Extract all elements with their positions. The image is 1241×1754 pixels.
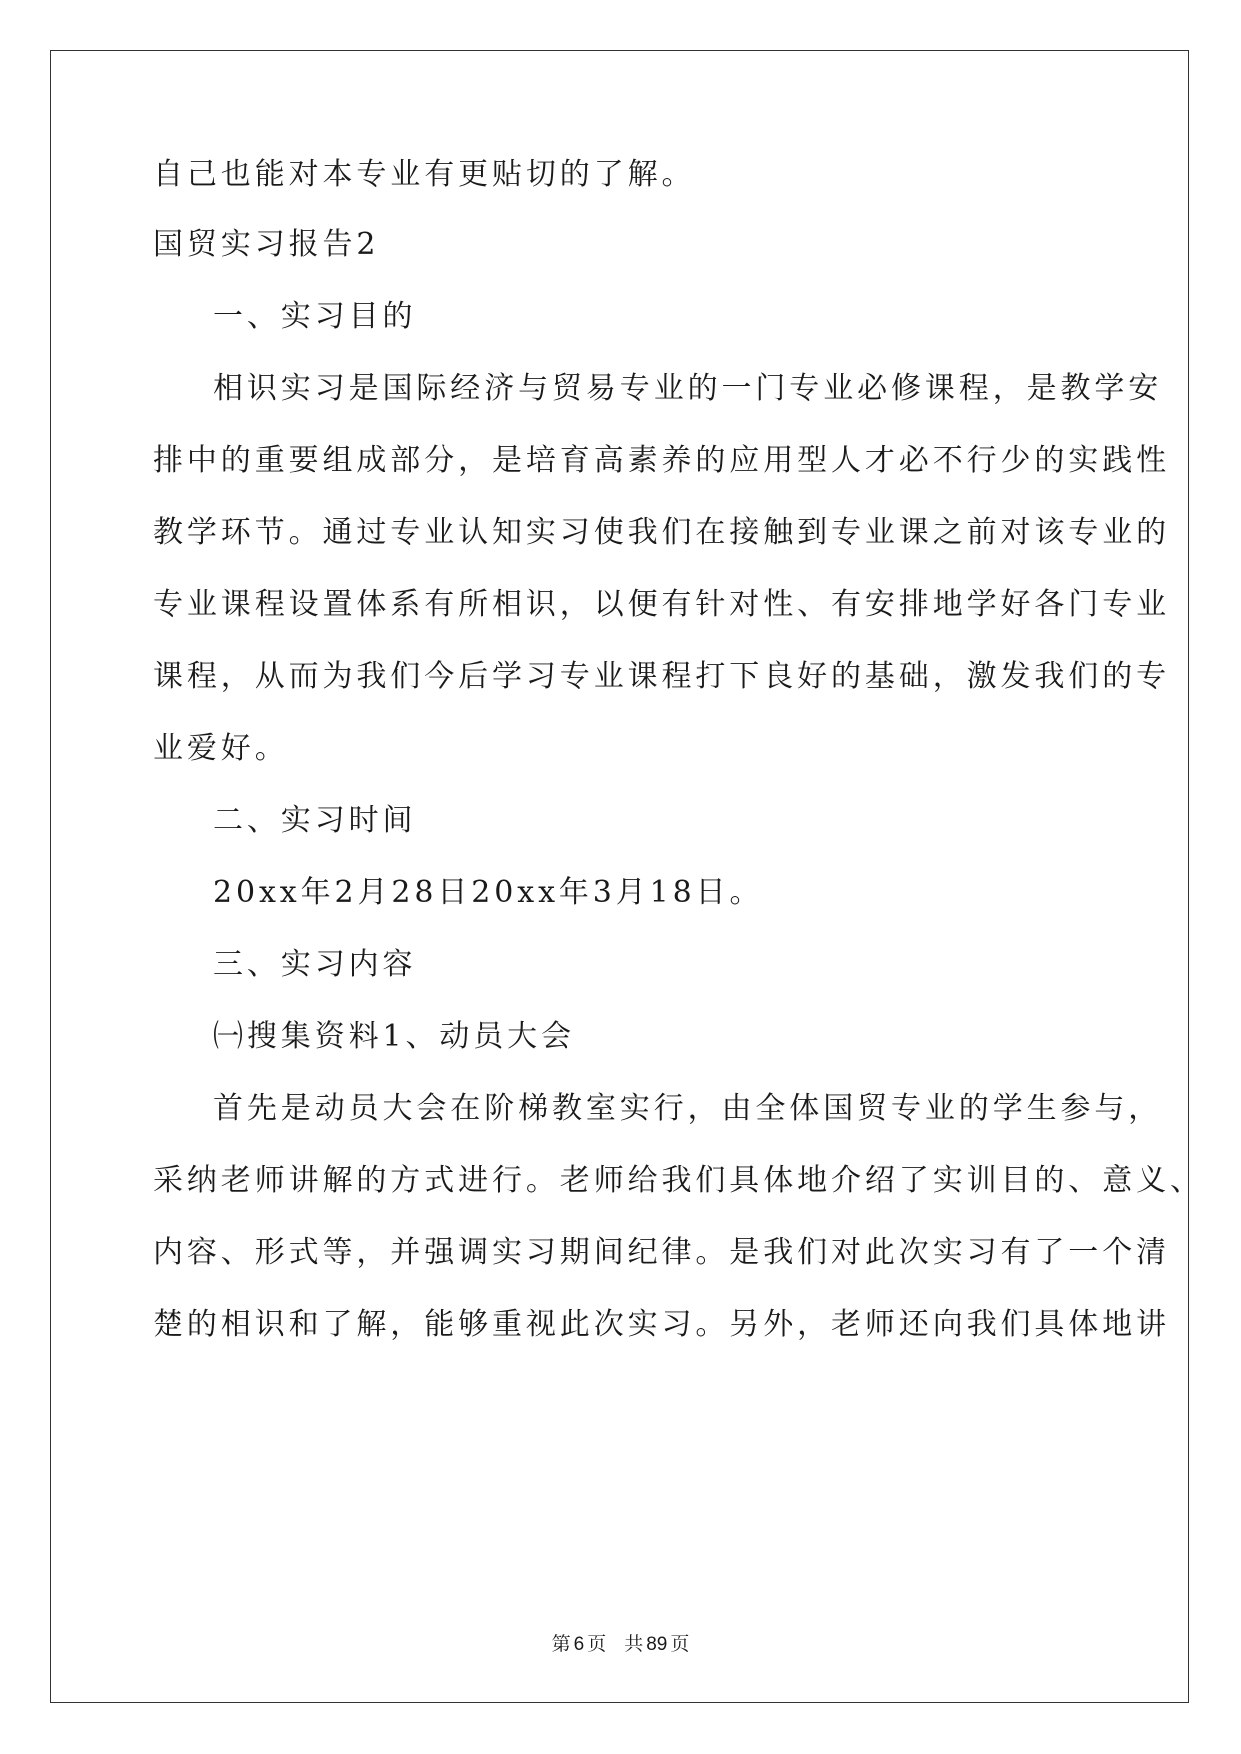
paragraph-line: 课程，从而为我们今后学习专业课程打下良好的基础，激发我们的专: [153, 659, 1170, 694]
paragraph-line: 采纳老师讲解的方式进行。老师给我们具体地介绍了实训目的、意义、: [153, 1163, 1204, 1198]
heading-purpose: 一、实习目的: [213, 299, 417, 334]
section-title: 国贸实习报告2: [153, 227, 380, 262]
total-unit: 页: [670, 1633, 690, 1655]
heading-content: 三、实习内容: [213, 947, 417, 982]
paragraph-line: 自己也能对本专业有更贴切的了解。: [153, 157, 696, 192]
page-prefix: 第: [551, 1633, 571, 1655]
paragraph-line: 楚的相识和了解，能够重视此次实习。另外，老师还向我们具体地讲: [153, 1307, 1170, 1342]
page-unit: 页: [587, 1633, 607, 1655]
heading-time: 二、实习时间: [213, 803, 417, 838]
paragraph-line: 排中的重要组成部分，是培育高素养的应用型人才必不行少的实践性: [153, 443, 1170, 478]
page-number: 6: [573, 1634, 585, 1655]
total-pages: 89: [646, 1634, 668, 1655]
page-footer: [0, 1632, 1241, 1657]
total-prefix: 共: [624, 1633, 644, 1655]
paragraph-line: 专业课程设置体系有所相识，以便有针对性、有安排地学好各门专业: [153, 587, 1170, 622]
paragraph-line: 20xx年2月28日20xx年3月18日。: [213, 875, 764, 910]
paragraph-line: 业爱好。: [153, 731, 289, 766]
paragraph-line: 相识实习是国际经济与贸易专业的一门专业必修课程，是教学安: [213, 371, 1163, 406]
subheading: ㈠搜集资料1、动员大会: [213, 1019, 575, 1054]
paragraph-line: 内容、形式等，并强调实习期间纪律。是我们对此次实习有了一个清: [153, 1235, 1170, 1270]
paragraph-line: 首先是动员大会在阶梯教室实行，由全体国贸专业的学生参与，: [213, 1091, 1163, 1126]
paragraph-line: 教学环节。通过专业认知实习使我们在接触到专业课之前对该专业的: [153, 515, 1170, 550]
